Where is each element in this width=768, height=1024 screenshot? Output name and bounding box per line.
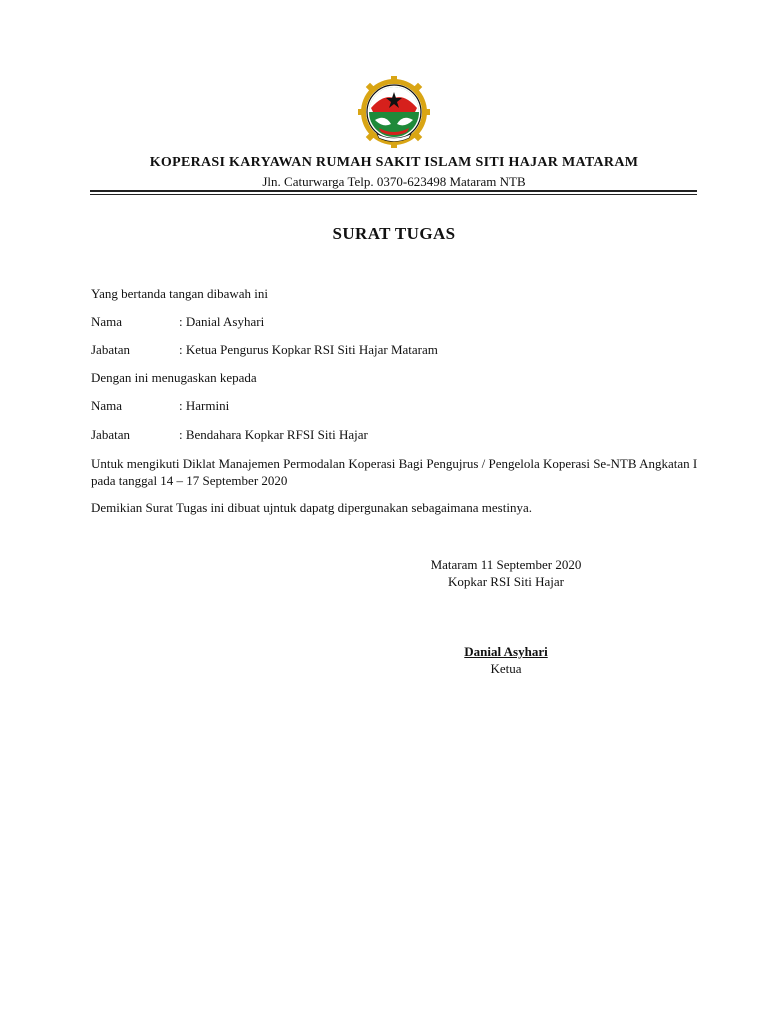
- assignee-position-value: : Bendahara Kopkar RFSI Siti Hajar: [179, 427, 368, 442]
- signatory-position-value: : Ketua Pengurus Kopkar RSI Siti Hajar Mataram: [179, 342, 438, 357]
- header-divider-thin: [90, 194, 697, 195]
- letter-title: SURAT TUGAS: [332, 224, 456, 243]
- signer-name-text: Danial Asyhari: [464, 644, 548, 659]
- header-divider-thick: [90, 190, 697, 192]
- signature-organization: Kopkar RSI Siti Hajar: [448, 574, 564, 589]
- signer-role: Ketua: [490, 661, 522, 676]
- assignee-name-label: Nama: [91, 398, 123, 413]
- signature-place-date: Mataram 11 September 2020: [430, 557, 582, 572]
- signer-name: [400, 644, 612, 660]
- assign-text: Dengan ini menugaskan kepada: [91, 370, 257, 385]
- signatory-name-value: : Danial Asyhari: [179, 314, 265, 329]
- intro-text: Yang bertanda tangan dibawah ini: [91, 286, 269, 301]
- assignee-position-label: Jabatan: [91, 427, 130, 442]
- organization-address: Jln. Caturwarga Telp. 0370-623498 Mataram NTB: [262, 174, 526, 189]
- organization-name: KOPERASI KARYAWAN RUMAH SAKIT ISLAM SITI HAJAR MATARAM: [149, 155, 639, 170]
- signatory-position-label: Jabatan: [91, 342, 130, 357]
- purpose-paragraph: Untuk mengikuti Diklat Manajemen Permodalan Koperasi Bagi Pengujrus / Pengelola Koperasi Se-NTB Angkatan I pada tanggal 14 – 17 September 2020: [91, 456, 698, 488]
- signatory-name-label: Nama: [91, 314, 123, 329]
- assignee-name-value: : Harmini: [179, 398, 230, 413]
- koperasi-emblem-icon: [355, 76, 433, 148]
- closing-paragraph: Demikian Surat Tugas ini dibuat ujntuk dapatg dipergunakan sebagaimana mestinya.: [91, 500, 532, 515]
